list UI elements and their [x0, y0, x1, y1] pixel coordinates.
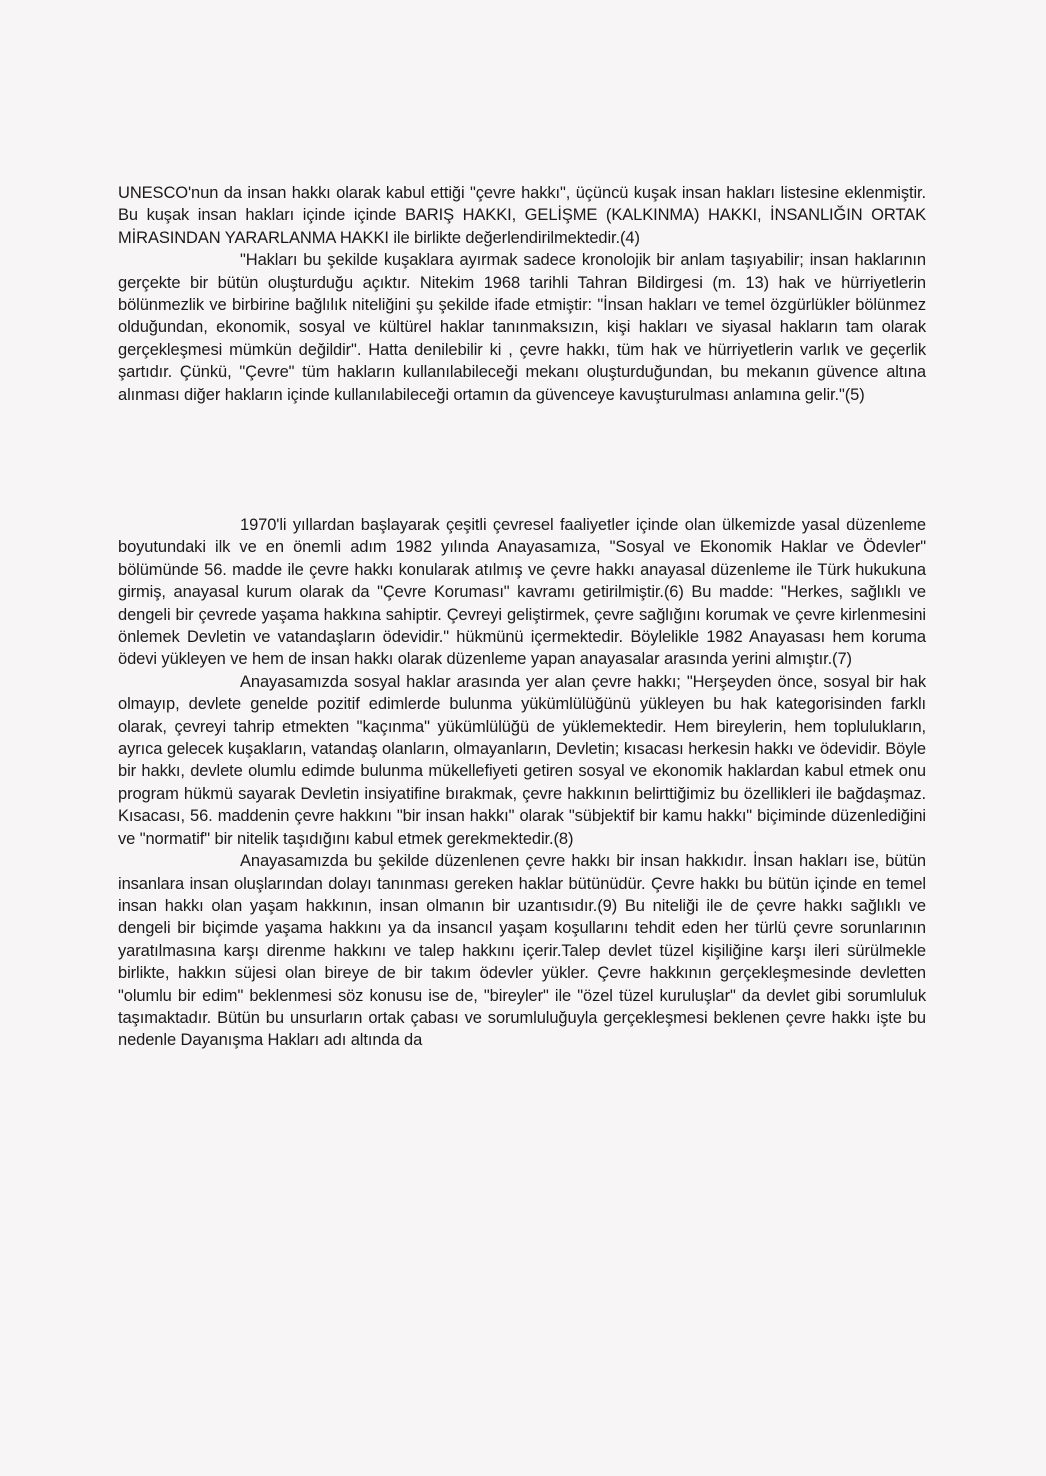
- paragraph-insan-hakki: Anayasamızda bu şekilde düzenlenen çevre hakkı bir insan hakkıdır. İnsan hakları ise, bütün insanlara insan oluşlarından dolayı tanınması gereken haklar bütünüdür. Çevre hakkı bu bütün içinde en temel insan hakkı olan yaşam hakkının, insan olmanın bir uzantısıdır.(9) Bu niteliği ile de çevre hakkı sağlıklı ve dengeli bir biçimde yaşama hakkını ya da insancıl yaşam koşullarını tehdit eden her türlü çevre sorunlarının yaratılmasına karşı direnme hakkını ve talep hakkını içerir.Talep devlet tüzel kişiliğine karşı ileri sürülmekle birlikte, hakkın süjesi olan bireye de bir takım ödevler yükler. Çevre hakkının gerçekleşmesinde devletten "olumlu bir edim" beklenmesi söz konusu ise de, "bireyler" ile "özel tüzel kuruluşlar" da devlet gibi sorumluluk taşımaktadır. Bütün bu unsurların ortak çabası ve sorumluluğuyla gerçekleşmesi beklenen çevre hakkı işte bu nedenle Dayanışma Hakları adı altında da: [118, 852, 926, 1050]
- paragraph-1970li-yillar: 1970'li yıllardan başlayarak çeşitli çevresel faaliyetler içinde olan ülkemizde yasal düzenleme boyutundaki ilk ve en önemli adım 1982 yılında Anayasamıza, "Sosyal ve Ekonomik Haklar ve Ödevler" bölümünde 56. madde ile çevre hakkı konularak atılmış ve çevre hakkı anayasal düzenleme ile Türk hukukuna girmiş, anayasal kurum olarak da "Çevre Koruması" kavramı getirilmiştir.(6) Bu madde: "Herkes, sağlıklı ve dengeli bir çevrede yaşama hakkına sahiptir. Çevreyi geliştirmek, çevre sağlığını korumak ve çevre kirlenmesini önlemek Devletin ve vatandaşların ödevidir." hükmünü içermektedir. Böylelikle 1982 Anayasası hem koruma ödevi yükleyen ve hem de insan hakkı olarak düzenleme yapan anayasalar arasında yerini almıştır.(7): [118, 516, 926, 669]
- paragraph-unesco: UNESCO'nun da insan hakkı olarak kabul ettiği "çevre hakkı", üçüncü kuşak insan hakları listesine eklenmiştir. Bu kuşak insan hakları içinde içinde BARIŞ HAKKI, GELİŞME (KALKINMA) HAKKI, İNSANLIĞIN ORTAK MİRASINDAN YARARLANMA HAKKI ile birlikte değerlendirilmektedir.(4): [118, 184, 926, 247]
- text-section-1: [118, 182, 926, 406]
- text-section-2: [118, 514, 926, 1052]
- paragraph-kusaklar: "Hakları bu şekilde kuşaklara ayırmak sadece kronolojik bir anlam taşıyabilir; insan haklarının gerçekte bir bütün oluşturduğu açıktır. Nitekim 1968 tarihli Tahran Bildirgesi (m. 13) hak ve hürriyetlerin bölünmezlik ve birbirine bağlılık niteliğini şu şekilde ifade etmiştir: "İnsan hakları ve temel özgürlükler bölünmez olduğundan, ekonomik, sosyal ve kültürel haklar tanınmaksızın, kişi hakları ve siyasal hakların tam olarak gerçekleşmesi mümkün değildir". Hatta denilebilir ki , çevre hakkı, tüm hak ve hürriyetlerin varlık ve geçerlik şartıdır. Çünkü, "Çevre" tüm hakların kullanılabileceği mekanı oluşturduğundan, bu mekanın güvence altına alınması diğer hakların içinde kullanılabileceği ortamın da güvenceye kavuşturulması anlamına gelir."(5): [118, 251, 926, 404]
- paragraph-sosyal-haklar: Anayasamızda sosyal haklar arasında yer alan çevre hakkı; "Herşeyden önce, sosyal bir hak olmayıp, devlete genelde pozitif edimlerde bulunma yükümlülüğünü yükleyen bu hak kategorisinden farklı olarak, çevreyi tahrip etmekten "kaçınma" yükümlülüğü de yüklemektedir. Hem bireylerin, hem toplulukların, ayrıca gelecek kuşakların, vatandaş olanların, olmayanların, Devletin; kısacası herkesin hakkı ve ödevidir. Böyle bir hakkı, devlete olumlu edimde bulunma mükellefiyeti getiren sosyal ve ekonomik haklardan kabul etmek onu program hükmü sayarak Devletin insiyatifine bırakmak, çevre hakkının belirttiğimiz bu özellikleri ile bağdaşmaz. Kısacası, 56. maddenin çevre hakkını "bir insan hakkı" olarak "sübjektif bir kamu hakkı" biçiminde düzenlediğini ve "normatif" bir nitelik taşıdığını kabul etmek gerekmektedir.(8): [118, 672, 926, 848]
